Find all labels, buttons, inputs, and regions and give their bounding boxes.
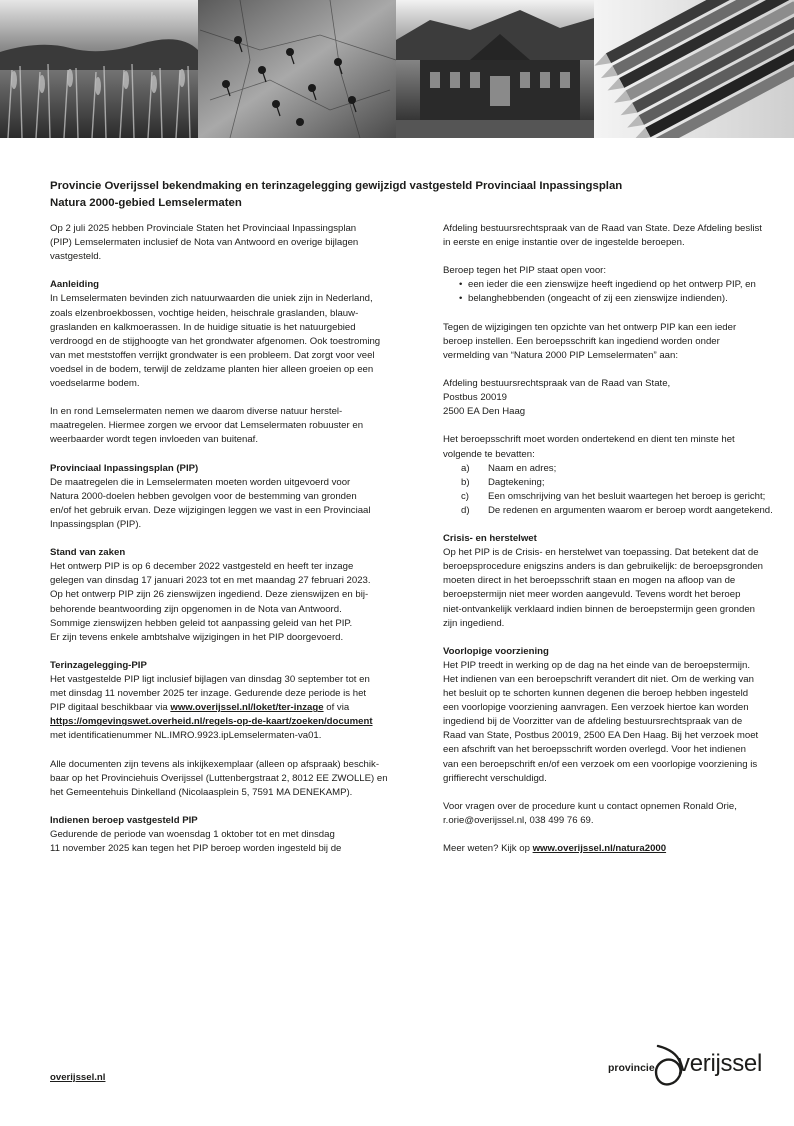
left-column (50, 222, 395, 870)
list-item-text: Een omschrijving van het besluit waartegen het beroep is gericht; (488, 490, 766, 502)
pip-heading: Provinciaal Inpassingsplan (PIP) (50, 462, 199, 474)
crisis-paragraph (443, 546, 788, 631)
aanleiding-line: In Lemselermaten bevinden zich natuurwaarden die uniek zijn in Nederland, (50, 293, 373, 305)
list-item-label: b) (461, 476, 470, 488)
header-photo-banner (0, 0, 794, 138)
list-item-text: Dagtekening; (488, 476, 545, 488)
address-line: Postbus 20019 (443, 392, 508, 404)
list-item-label: a) (461, 462, 470, 474)
afdeling-line: in eerste en enige instantie over de ingestelde beroepen. (443, 237, 685, 249)
wheat-field-photo (0, 0, 198, 138)
aanleiding-line: graslanden en kalkmoerassen. In de huidige situatie is het natuurgebied (50, 321, 356, 333)
aanleiding-line: weerbaarder wordt tegen invloeden van buitenaf. (50, 434, 259, 446)
footer-website-link[interactable]: overijssel.nl (50, 1072, 106, 1083)
provincie-overijssel-logo (604, 1040, 794, 1096)
terinzage-text: of via (323, 702, 350, 714)
aanleiding-line: voedsel in de bodem, terwijl de zeldzame planten hier alleen groeien op een (50, 363, 374, 375)
terinzage-line: met dinsdag 11 november 2025 ter inzage. Gedurende deze periode is het (50, 688, 367, 700)
beroep-open-list (443, 278, 788, 306)
requirements-list (443, 462, 788, 518)
documenten-line: Alle documenten zijn tevens als inkijkexemplaar (alleen op afspraak) beschik- (50, 758, 380, 770)
intro-line: (PIP) Lemselermaten inclusief de Nota van Antwoord en overige bijlagen (50, 237, 359, 249)
contact-line: r.orie@overijssel.nl, 038 499 76 69. (443, 814, 594, 826)
voorziening-line: ingediend bij de Voorzitter van de afdeling bestuursrechtspraak van de (443, 716, 743, 728)
documenten-line: het Gemeentehuis Dinkelland (Nicolaasplein 5, 7591 MA DENEKAMP). (50, 786, 353, 798)
crisis-heading: Crisis- en herstelwet (443, 533, 537, 545)
logo-provincie-text: provincie (608, 1062, 655, 1074)
terinzage-text: PIP digitaal beschikbaar via (50, 702, 171, 714)
terinzagelegging-heading: Terinzagelegging-PIP (50, 659, 147, 671)
title-line-1: Provincie Overijssel bekendmaking en terinzagelegging gewijzigd vastgesteld Provinciaal Inpassingsplan (50, 180, 623, 192)
natura2000-link[interactable]: www.overijssel.nl/natura2000 (532, 843, 667, 855)
aanleiding-line: In en rond Lemselermaten nemen we daarom diverse natuur herstel- (50, 406, 343, 418)
stand-line: Er zijn tevens enkele ambtshalve wijzigingen in het PIP doorgevoerd. (50, 631, 344, 643)
beroep-open-intro: Beroep tegen het PIP staat open voor: (443, 265, 607, 277)
list-item (443, 476, 788, 490)
aanleiding-heading: Aanleiding (50, 279, 100, 291)
beroep-heading: Indienen beroep vastgesteld PIP (50, 814, 198, 826)
list-item-text: Naam en adres; (488, 462, 557, 474)
voorziening-line: het besluit op te schorten kunnen degenen die beroep hebben ingesteld (443, 688, 749, 700)
intro-paragraph (50, 222, 395, 264)
pip-line: en/of het gebruik ervan. Deze wijzigingen leggen we vast in een Provinciaal (50, 504, 371, 516)
omgevingswet-link[interactable]: https://omgevingswet.overheid.nl/regels-op-de-kaart/zoeken/document (50, 716, 373, 728)
crisis-line: zijn ingediend. (443, 617, 505, 629)
pip-line: Natura 2000-doelen hebben gevolgen voor de bestemming van gronden (50, 490, 357, 502)
list-item-label: c) (461, 490, 469, 502)
aanleiding-paragraph-2 (50, 405, 395, 447)
afdeling-paragraph (443, 222, 788, 250)
right-column (443, 222, 788, 870)
intro-line: Op 2 juli 2025 hebben Provinciale Staten het Provinciaal Inpassingsplan (50, 223, 357, 234)
stand-line: Het ontwerp PIP is op 6 december 2022 vastgesteld en heeft ter inzage (50, 561, 354, 573)
voorziening-line: een afschrift van het beroepsschrift worden overlegd. Voor het indienen (443, 744, 746, 756)
documenten-paragraph (50, 758, 395, 800)
pencils-photo (592, 0, 794, 138)
beroep-paragraph (50, 828, 395, 856)
terinzage-line: met identificatienummer NL.IMRO.9923.ipLemselermaten-va01. (50, 730, 322, 742)
stand-line: behorende beantwoording zijn opgenomen in de Nota van Antwoord. (50, 603, 342, 615)
list-item (443, 490, 788, 504)
map-pins-photo (198, 0, 396, 138)
aanleiding-line: voedselarme bodem. (50, 378, 140, 390)
title-line-2: Natura 2000-gebied Lemselermaten (50, 197, 242, 209)
address-line: 2500 EA Den Haag (443, 406, 526, 418)
terinzage-line (50, 715, 395, 729)
pip-line: De maatregelen die in Lemselermaten moeten worden uitgevoerd voor (50, 476, 351, 488)
list-item: • een ieder die een zienswijze heeft ingediend op het ontwerp PIP, en (443, 278, 788, 292)
stand-van-zaken-heading: Stand van zaken (50, 547, 126, 559)
wijzigingen-line: beroep instellen. Een beroepsschrift kan ingediend worden onder (443, 335, 720, 347)
crisis-line: beroepstermijn niet meer worden aangevuld. Tevens wordt het beroep (443, 589, 741, 601)
voorlopige-voorziening-heading: Voorlopige voorziening (443, 645, 549, 657)
stand-line: Op het ontwerp PIP zijn 26 zienswijzen ingediend. Deze zienswijzen en bij- (50, 589, 369, 601)
pip-paragraph (50, 476, 395, 532)
meer-weten-paragraph (443, 842, 788, 856)
contact-paragraph (443, 800, 788, 828)
list-item-text: De redenen en argumenten waarom er beroep wordt aangetekend. (488, 504, 773, 516)
ter-inzage-link[interactable]: www.overijssel.nl/loket/ter-inzage (170, 702, 324, 714)
aanleiding-paragraph-1 (50, 292, 395, 391)
voorziening-line: Raad van State, Postbus 20019, 2500 EA Den Haag. Bij het verzoek moet (443, 730, 759, 742)
terinzagelegging-paragraph (50, 673, 395, 743)
list-item (443, 504, 788, 518)
pip-line: Inpassingsplan (PIP). (50, 518, 142, 530)
voorlopige-voorziening-paragraph (443, 659, 788, 786)
wijzigingen-line: Tegen de wijzigingen ten opzichte van het ontwerp PIP kan een ieder (443, 321, 737, 333)
voorziening-line: van een beroepschrift en/of een verzoek om een voorlopige voorziening is (443, 758, 758, 770)
raad-van-state-address (443, 377, 788, 419)
address-line: Afdeling bestuursrechtspraak van de Raad van State, (443, 378, 671, 390)
building-photo (396, 0, 594, 138)
beroep-line: Gedurende de periode van woensdag 1 oktober tot en met dinsdag (50, 829, 335, 841)
afdeling-line: Afdeling bestuursrechtspraak van de Raad van State. Deze Afdeling beslist (443, 223, 762, 234)
aanleiding-line: verdroogd en de stijghoogte van het grondwater afgenomen. Ook toestroming (50, 335, 381, 347)
documenten-line: baar op het Provinciehuis Overijssel (Luttenbergstraat 2, 8012 EE ZWOLLE) en (50, 772, 388, 784)
list-item (443, 462, 788, 476)
logo-overijssel-text: verijssel (678, 1050, 762, 1077)
page-title (50, 178, 750, 212)
beroepsschrift-line: Het beroepsschrift moet worden ondertekend en dient ten minste het (443, 434, 735, 446)
meer-weten-text: Meer weten? Kijk op (443, 843, 533, 855)
terinzage-line (50, 701, 395, 715)
wijzigingen-paragraph (443, 321, 788, 363)
voorziening-line: Het PIP treedt in werking op de dag na het einde van de beroepstermijn. (443, 659, 751, 671)
intro-line: vastgesteld. (50, 251, 102, 263)
terinzage-line: Het vastgestelde PIP ligt inclusief bijlagen van dinsdag 30 september tot en (50, 674, 370, 685)
stand-van-zaken-paragraph (50, 560, 395, 645)
crisis-line: moeten direct in het beroepsschrift staan en mogen na afloop van de (443, 575, 736, 587)
crisis-line: niet-ontvankelijk verklaard indien binnen de beroepstermijn geen gronden (443, 603, 755, 615)
voorziening-line: Het indienen van een beroepschrift verandert dit niet. Om de werking van (443, 674, 754, 685)
voorziening-line: griffierecht verschuldigd. (443, 772, 547, 784)
wijzigingen-line: vermelding van “Natura 2000 PIP Lemselermaten” aan: (443, 349, 678, 361)
list-item-label: d) (461, 504, 470, 516)
stand-line: gelegen van dinsdag 17 januari 2023 tot en met maandag 27 februari 2023. (50, 575, 371, 587)
aanleiding-line: van met meststoffen verrijkt grondwater is een probleem. Dat zorgt voor veel (50, 349, 375, 361)
contact-line: Voor vragen over de procedure kunt u contact opnemen Ronald Orie, (443, 800, 737, 812)
beroepsschrift-line: volgende te bevatten: (443, 448, 535, 460)
aanleiding-line: maatregelen. Hiermee zorgen we ervoor dat Lemselermaten robuuster en (50, 420, 364, 432)
stand-line: Sommige zienswijzen hebben geleid tot aanpassing geleid van het PIP. (50, 617, 353, 629)
crisis-line: Op het PIP is de Crisis- en herstelwet van toepassing. Dat betekent dat de (443, 547, 759, 559)
crisis-line: beroepsprocedure enigszins anders is dan gebruikelijk: de beroepsgronden (443, 561, 763, 573)
aanleiding-line: zoals elzenbroekbossen, vochtige heiden, heischrale graslanden, blauw- (50, 307, 359, 319)
list-item: • belanghebbenden (ongeacht of zij een zienswijze indienden). (443, 292, 788, 306)
voorziening-line: een voorlopige voorziening aanvragen. Een verzoek hiertoe kan worden (443, 702, 749, 714)
beroepsschrift-intro (443, 433, 788, 461)
beroep-line: 11 november 2025 kan tegen het PIP beroep worden ingesteld bij de (50, 843, 342, 855)
